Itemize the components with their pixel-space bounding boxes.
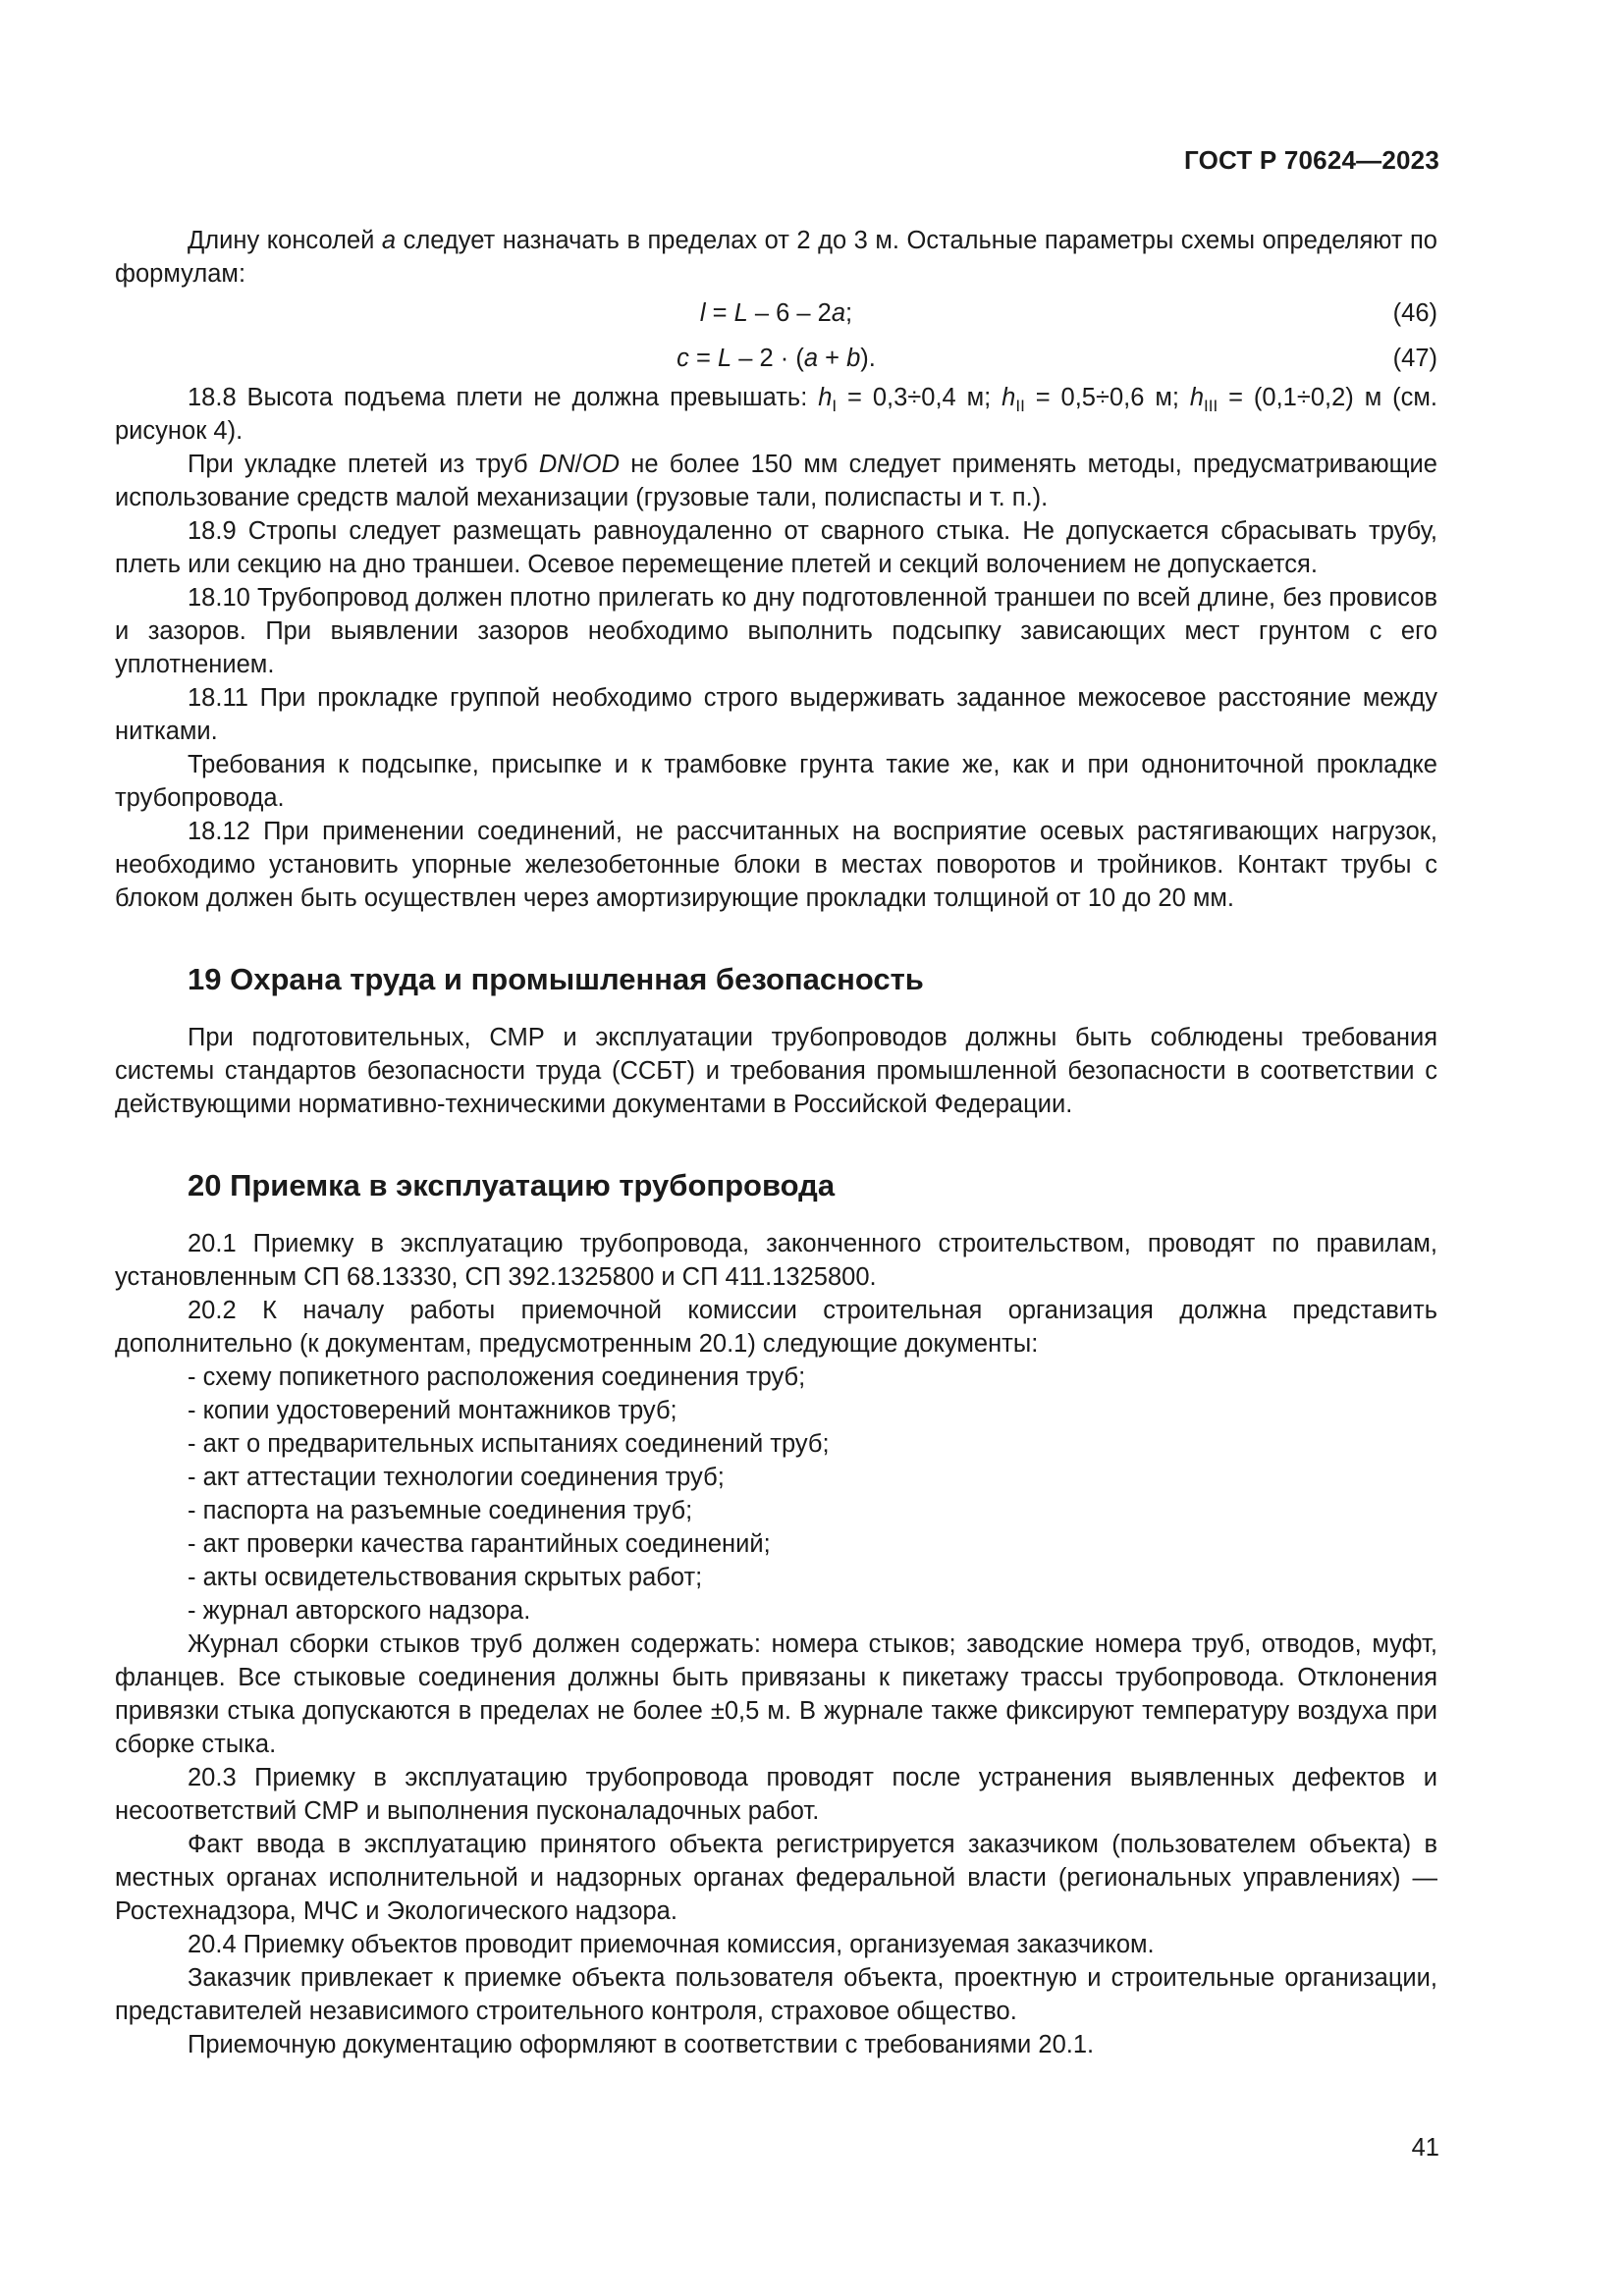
paragraph-18-9: 18.9 Стропы следует размещать равноудаленно от сварного стыка. Не допускается сбрасывать трубу, плеть или секцию на дно траншеи. Осевое перемещение плетей и секций волочением не допускается. bbox=[115, 517, 1437, 578]
paragraph-consoles: Длину консолей a следует назначать в пределах от 2 до 3 м. Остальные параметры схемы определяют по формулам: bbox=[115, 227, 1437, 288]
paragraph-20-4: 20.4 Приемку объектов проводит приемочная комиссия, организуемая заказчиком. bbox=[188, 1931, 1155, 1958]
section-19-heading: 19 Охрана труда и промышленная безопасность bbox=[188, 962, 924, 996]
paragraph-19: При подготовительных, СМР и эксплуатации трубопроводов должны быть соблюдены требования системы стандартов безопасности труда (ССБТ) и требования промышленной безопасности в соответствии с действующими нормативно-техническими документами в Российской Федерации. bbox=[115, 1024, 1437, 1118]
paragraph-18-11: 18.11 При прокладке группой необходимо строго выдерживать заданное межосевое расстояние между нитками. bbox=[115, 684, 1437, 745]
page-number: 41 bbox=[1411, 2134, 1439, 2162]
paragraph-18-8-pipes: При укладке плетей из труб DN/OD не более 150 мм следует применять методы, предусматривающие использование средств малой механизации (грузовые тали, полиспасты и т. п.). bbox=[115, 451, 1437, 511]
list-item: - акты освидетельствования скрытых работ; bbox=[188, 1564, 703, 1591]
paragraph-acceptance-docs: Приемочную документацию оформляют в соответствии с требованиями 20.1. bbox=[188, 2031, 1095, 2058]
list-item: - схему попикетного расположения соединения труб; bbox=[188, 1363, 806, 1391]
paragraph-20-2: 20.2 К началу работы приемочной комиссии строительная организация должна представить дополнительно (к документам, предусмотренным 20.1) следующие документы: bbox=[115, 1297, 1437, 1358]
paragraph-backfill: Требования к подсыпке, присыпке и к трамбовке грунта такие же, как и при однониточной прокладке трубопровода. bbox=[115, 751, 1437, 812]
page-content bbox=[115, 224, 1437, 2061]
list-item: - журнал авторского надзора. bbox=[188, 1597, 531, 1625]
list-item: - копии удостоверений монтажников труб; bbox=[188, 1397, 677, 1424]
formula-47 bbox=[115, 336, 1437, 381]
list-item: - акт проверки качества гарантийных соединений; bbox=[188, 1530, 771, 1558]
formula-46 bbox=[115, 291, 1437, 336]
list-item: - паспорта на разъемные соединения труб; bbox=[188, 1497, 693, 1524]
paragraph-18-12: 18.12 При применении соединений, не рассчитанных на восприятие осевых растягивающих нагрузок, необходимо установить упорные железобетонные блоки в местах поворотов и тройников. Контакт трубы с блоком должен быть осуществлен через амортизирующие прокладки толщиной от 10 до 20 мм. bbox=[115, 818, 1437, 912]
paragraph-20-1: 20.1 Приемку в эксплуатацию трубопровода, законченного строительством, проводят по правилам, установленным СП 68.13330, СП 392.1325800 и СП 411.1325800. bbox=[115, 1230, 1437, 1291]
paragraph-customer: Заказчик привлекает к приемке объекта пользователя объекта, проектную и строительные организации, представителей независимого строительного контроля, страховое общество. bbox=[115, 1964, 1437, 2025]
list-item: - акт о предварительных испытаниях соединений труб; bbox=[188, 1430, 830, 1458]
document-code: ГОСТ Р 70624—2023 bbox=[1184, 145, 1439, 175]
formula-47-number: (47) bbox=[1392, 345, 1437, 372]
formula-47-expression: c = L – 2 · (a + b). bbox=[677, 345, 876, 372]
formula-46-number: (46) bbox=[1392, 299, 1437, 327]
paragraph-20-3: 20.3 Приемку в эксплуатацию трубопровода проводят после устранения выявленных дефектов и несоответствий СМР и выполнения пусконаладочных работ. bbox=[115, 1764, 1437, 1825]
documents-list bbox=[115, 1361, 1437, 1628]
paragraph-18-10: 18.10 Трубопровод должен плотно прилегать ко дну подготовленной траншеи по всей длине, без провисов и зазоров. При выявлении зазоров необходимо выполнить подсыпку зависающих мест грунтом с его уплотнением. bbox=[115, 584, 1437, 678]
formula-46-expression: l = L – 6 – 2a; bbox=[699, 299, 853, 327]
paragraph-registration: Факт ввода в эксплуатацию принятого объекта регистрируется заказчиком (пользователем объекта) в местных органах исполнительной и надзорных органах федеральной власти (региональных управлениях) — Ростехнадзора, МЧС и Экологического надзора. bbox=[115, 1831, 1437, 1925]
paragraph-joint-log: Журнал сборки стыков труб должен содержать: номера стыков; заводские номера труб, отводов, муфт, фланцев. Все стыковые соединения должны быть привязаны к пикетажу трассы трубопровода. Отклонения привязки стыка допускаются в пределах не более ±0,5 м. В журнале также фиксируют температуру воздуха при сборке стыка. bbox=[115, 1630, 1437, 1758]
section-20-heading: 20 Приемка в эксплуатацию трубопровода bbox=[188, 1168, 836, 1202]
list-item: - акт аттестации технологии соединения труб; bbox=[188, 1464, 725, 1491]
paragraph-18-8: 18.8 Высота подъема плети не должна превышать: $h_I = 0,3\div 0,4$ м; $h_{II} = 0,5\div 0,6$ м; $h_{III} = (0,1\div 0,2)$ м (см. рисунок 4). bbox=[115, 384, 1437, 445]
